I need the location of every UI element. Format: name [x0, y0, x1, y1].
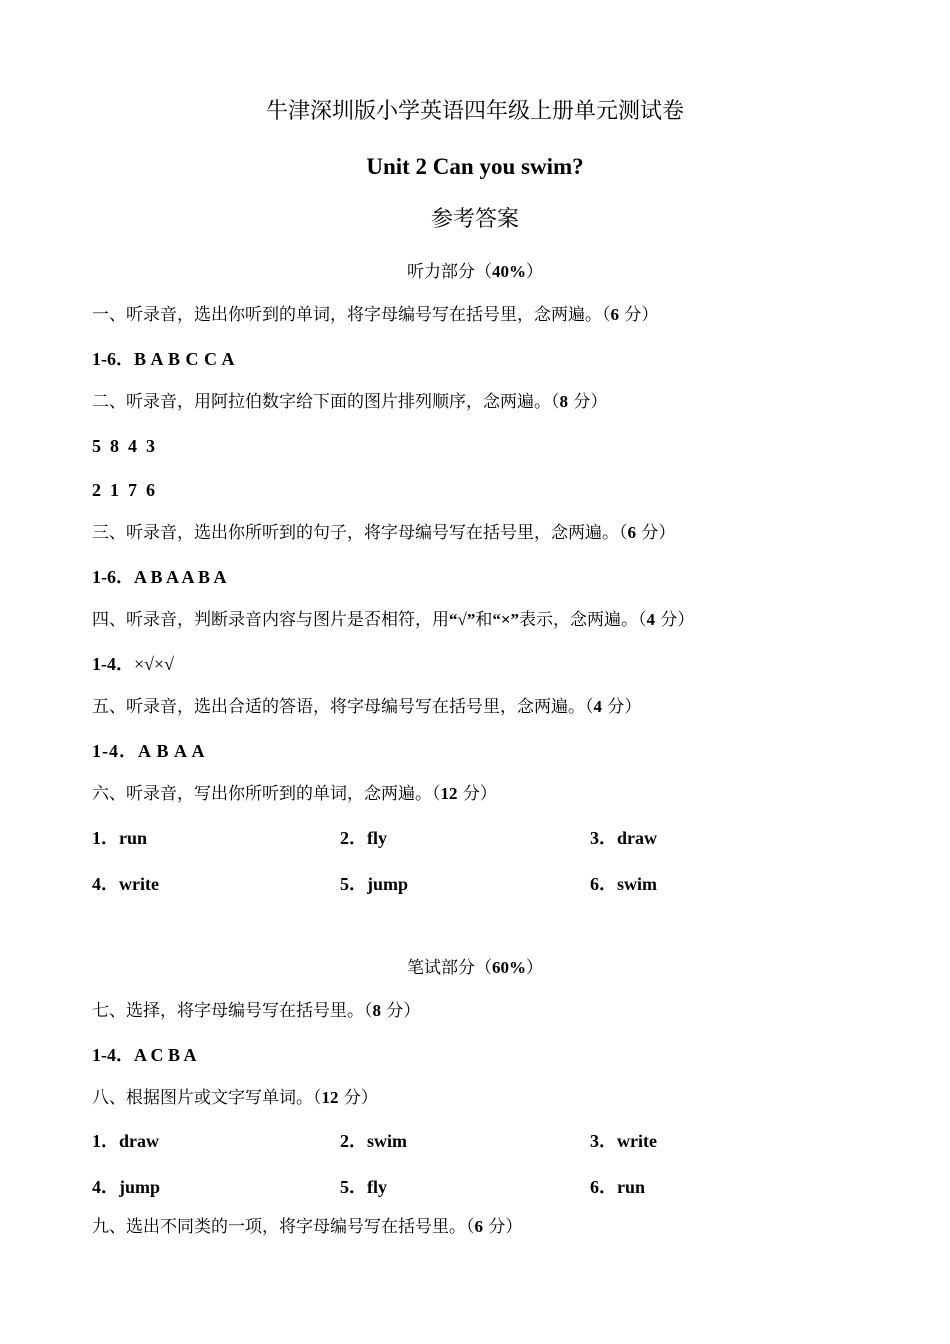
answer-6-item: 3．draw [590, 828, 657, 848]
answer-3: 1-6．A B A A B A [92, 567, 227, 587]
unit-title: Unit 2 Can you swim? [366, 154, 584, 179]
answer-2-row-2: 2 1 7 6 [92, 480, 155, 500]
answer-4: 1-4．×√×√ [92, 654, 175, 674]
answer-1: 1-6．B A B C C A [92, 349, 235, 369]
answer-key-heading: 参考答案 [430, 207, 519, 232]
question-7: 七、选择，将字母编号写在括号里。（8 分） [92, 1001, 421, 1021]
answer-8-item: 6．run [590, 1177, 646, 1197]
answer-8-item: 2．swim [340, 1131, 407, 1151]
answer-8-item: 3．write [590, 1131, 657, 1151]
question-2: 二、听录音，用阿拉伯数字给下面的图片排列顺序，念两遍。（8 分） [92, 392, 608, 412]
answer-7: 1-4．A C B A [92, 1045, 197, 1065]
answer-5: 1-4．A B A A [92, 741, 206, 761]
answer-6-item: 1．run [92, 828, 148, 848]
question-6: 六、听录音，写出你所听到的单词，念两遍。（12 分） [92, 784, 497, 804]
answer-6-item: 4．write [92, 874, 159, 894]
document-title: 牛津深圳版小学英语四年级上册单元测试卷 [265, 99, 684, 124]
question-1: 一、听录音，选出你听到的单词，将字母编号写在括号里，念两遍。（6 分） [92, 305, 659, 325]
question-4: 四、听录音，判断录音内容与图片是否相符，用“√”和“×”表示，念两遍。（4 分） [92, 610, 695, 630]
answer-6-item: 6．swim [590, 874, 657, 894]
answer-6-item: 2．fly [340, 828, 387, 848]
listening-part-heading: 听力部分（40%） [407, 262, 543, 282]
answer-8-item: 1．draw [92, 1131, 159, 1151]
question-8: 八、根据图片或文字写单词。（12 分） [92, 1088, 378, 1108]
question-3: 三、听录音，选出你所听到的句子，将字母编号写在括号里，念两遍。（6 分） [92, 523, 676, 543]
question-9: 九、选出不同类的一项，将字母编号写在括号里。（6 分） [92, 1217, 523, 1237]
question-5: 五、听录音，选出合适的答语，将字母编号写在括号里，念两遍。（4 分） [92, 697, 642, 717]
answer-6-item: 5．jump [340, 874, 409, 894]
answer-2-row-1: 5 8 4 3 [92, 436, 155, 456]
answer-8-item: 4．jump [92, 1177, 161, 1197]
writing-part-heading: 笔试部分（60%） [407, 958, 543, 978]
answer-8-item: 5．fly [340, 1177, 387, 1197]
